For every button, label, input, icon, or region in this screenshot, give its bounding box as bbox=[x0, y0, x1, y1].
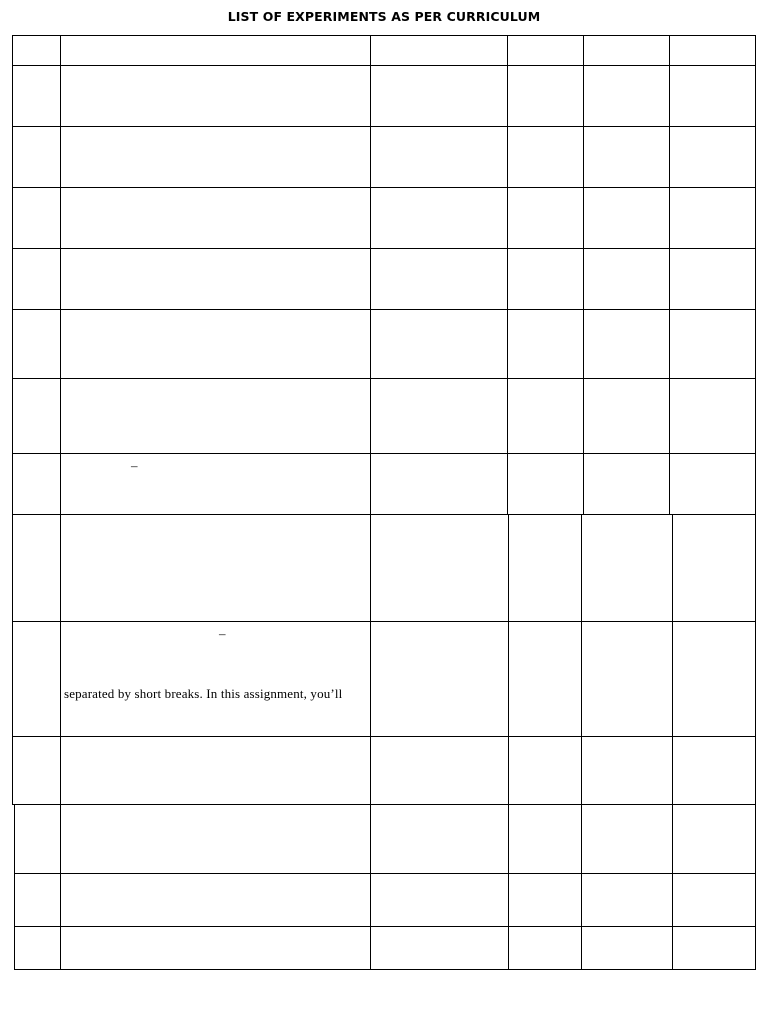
table-border-left-lower bbox=[14, 804, 15, 970]
row-divider bbox=[12, 309, 756, 310]
row-divider bbox=[12, 378, 756, 379]
column-divider bbox=[672, 514, 673, 970]
row-divider bbox=[12, 514, 756, 515]
row-divider bbox=[12, 187, 756, 188]
column-divider bbox=[60, 35, 61, 970]
column-divider bbox=[581, 514, 582, 970]
page-title: LIST OF EXPERIMENTS AS PER CURRICULUM bbox=[227, 9, 541, 24]
table-border-top bbox=[12, 35, 756, 36]
row-divider bbox=[12, 65, 756, 66]
row-divider bbox=[12, 126, 756, 127]
row-divider bbox=[12, 248, 756, 249]
table-border-left bbox=[12, 35, 13, 805]
row-divider bbox=[12, 804, 756, 805]
row-divider bbox=[14, 926, 756, 927]
column-divider bbox=[508, 514, 509, 970]
table-border-right bbox=[755, 35, 756, 970]
row-divider bbox=[12, 621, 756, 622]
cell-dash: – bbox=[219, 626, 226, 641]
row-divider bbox=[12, 453, 756, 454]
column-divider bbox=[370, 35, 371, 970]
cell-dash: – bbox=[131, 458, 138, 473]
table-border-bottom bbox=[14, 969, 756, 970]
row-divider bbox=[12, 736, 756, 737]
cell-text: separated by short breaks. In this assignment, you’ll bbox=[64, 686, 343, 701]
column-divider bbox=[583, 35, 584, 515]
column-divider bbox=[507, 35, 508, 515]
column-divider bbox=[669, 35, 670, 515]
row-divider bbox=[14, 873, 756, 874]
